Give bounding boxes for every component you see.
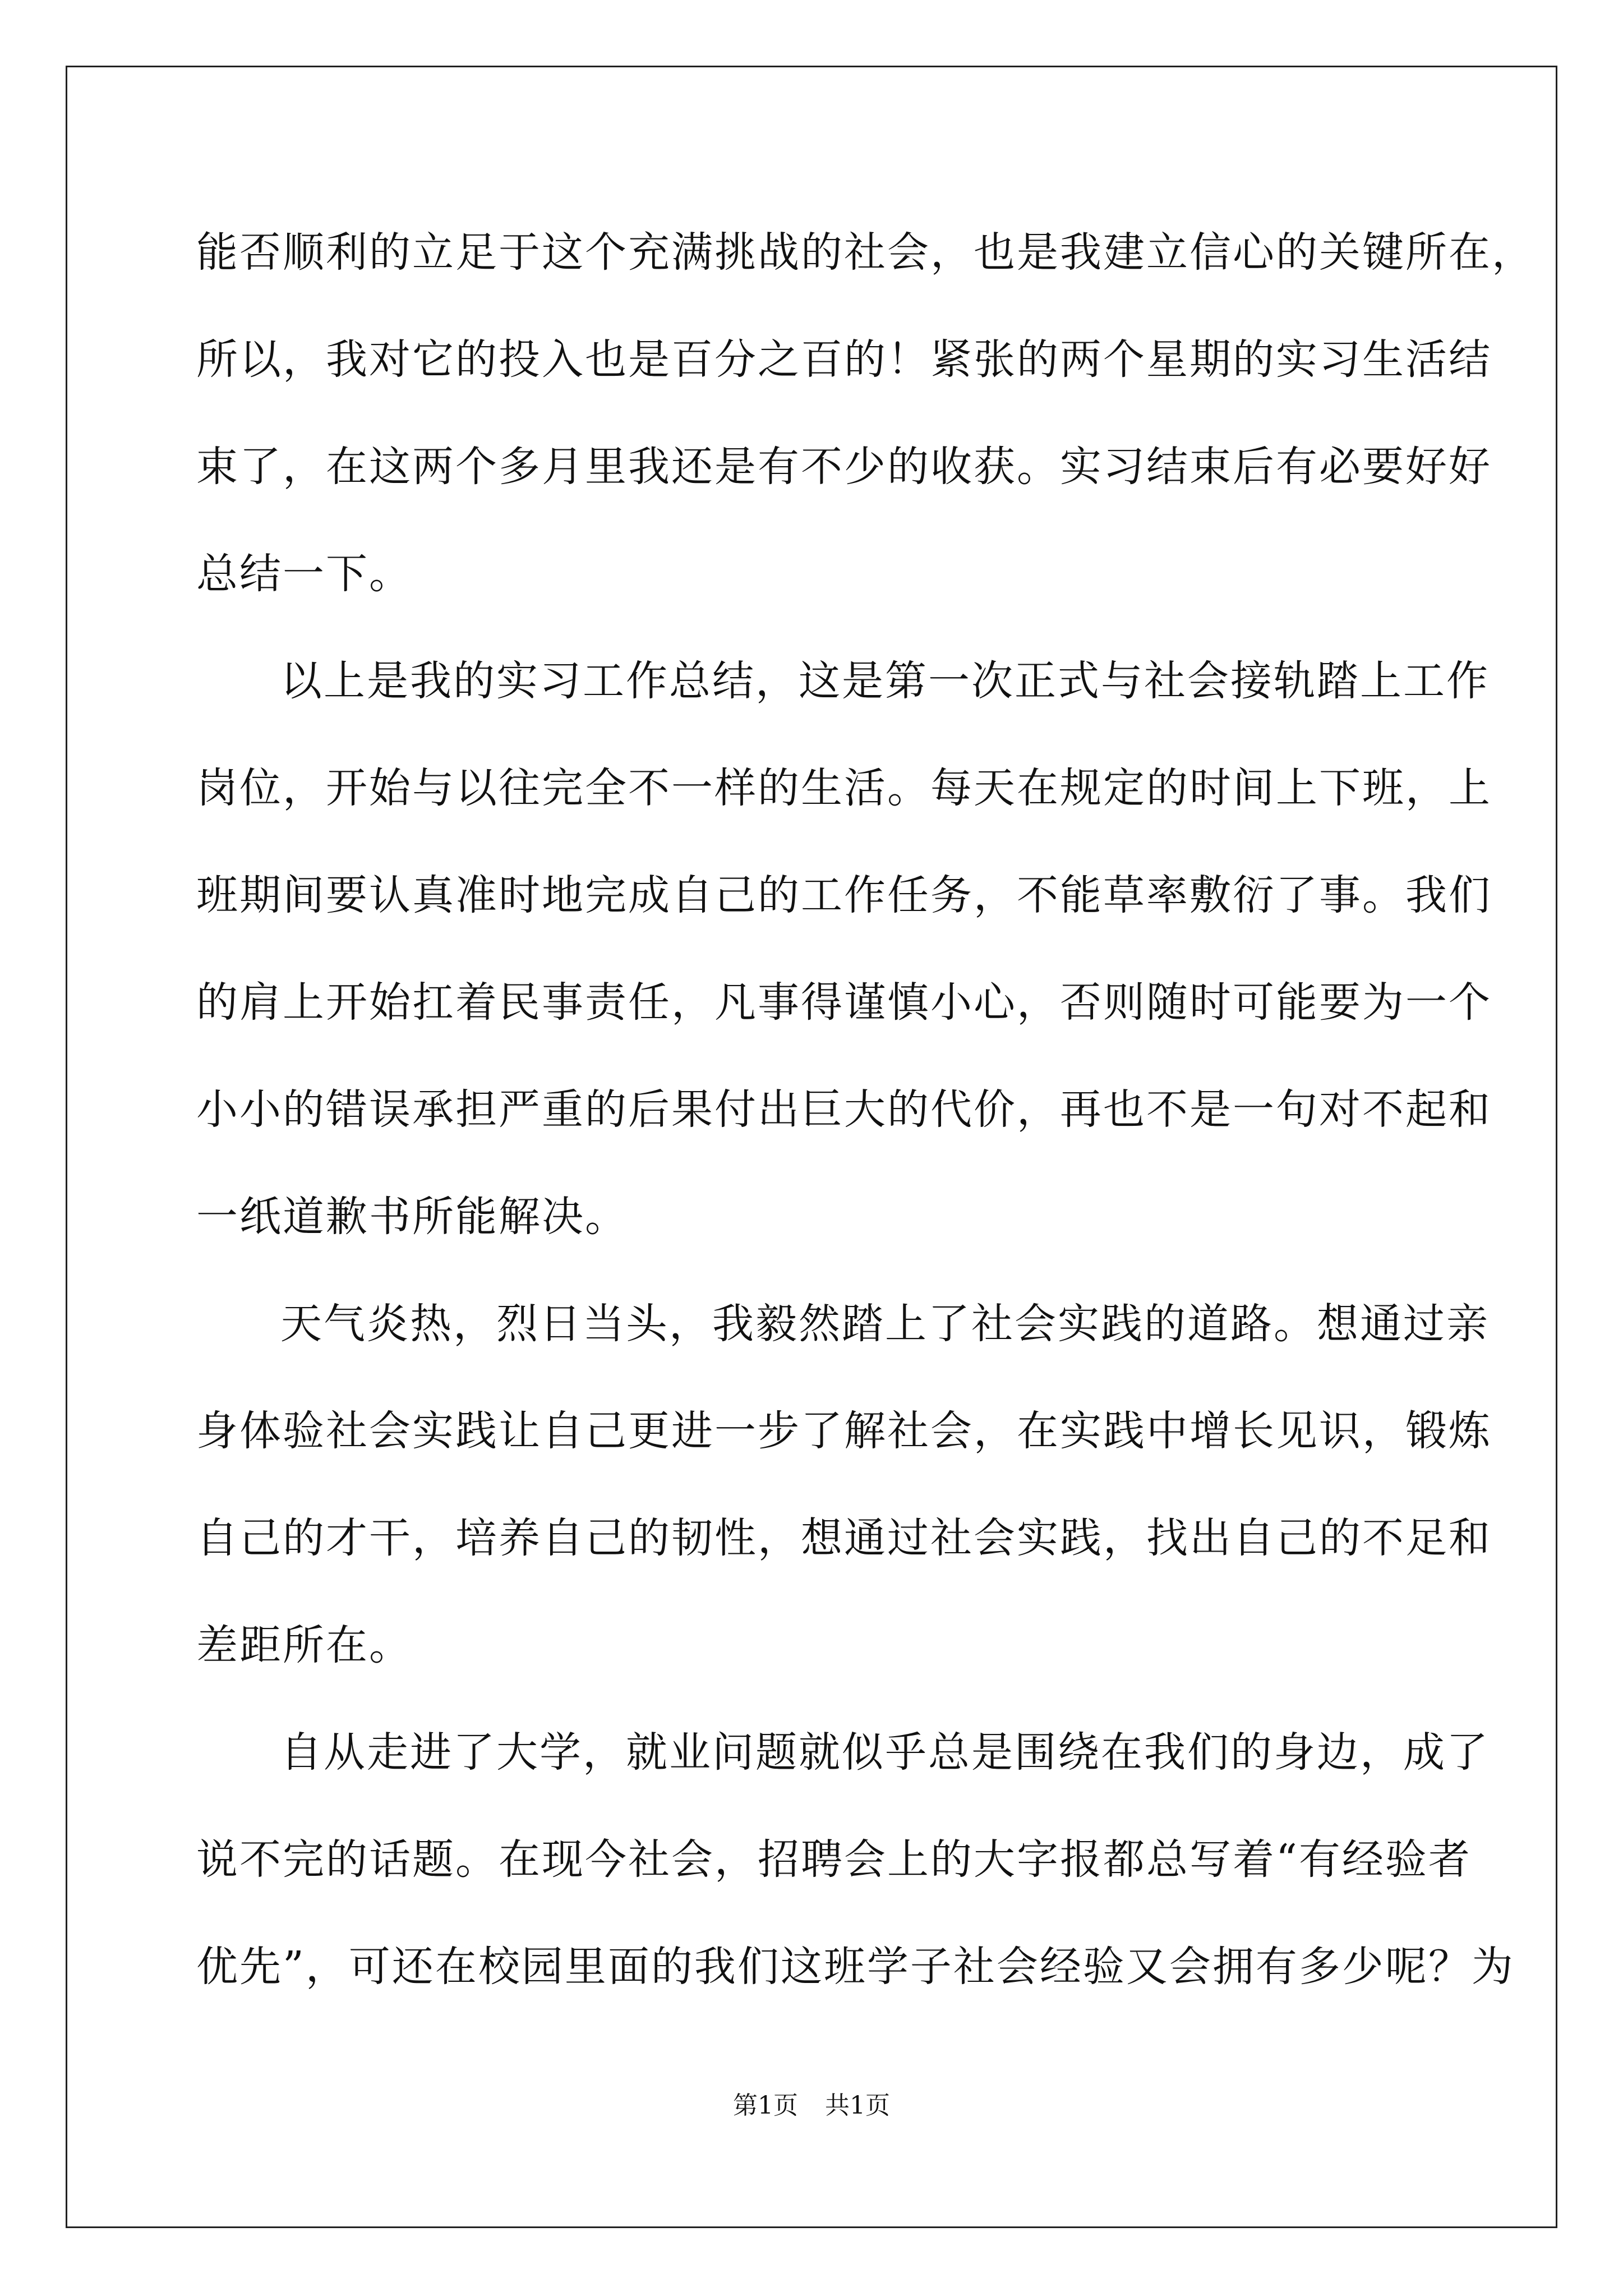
text-line: 自己的才干，培养自己的韧性，想通过社会实践，找出自己的不足和 (196, 1514, 1492, 1562)
text-line: 以上是我的实习工作总结，这是第一次正式与社会接轨踏上工作 (280, 657, 1490, 705)
text-line: 差距所在。 (196, 1621, 412, 1669)
text-line: 的肩上开始扛着民事责任，凡事得谨慎小心，否则随时可能要为一个 (196, 978, 1492, 1027)
paragraph-2 (196, 628, 1492, 1271)
paragraph-4 (196, 1699, 1515, 2021)
text-line: 小小的错误承担严重的后果付出巨大的代价，再也不是一句对不起和 (196, 1085, 1492, 1134)
text-line: 身体验社会实践让自己更进一步了解社会，在实践中增长见识，锻炼 (196, 1407, 1492, 1455)
text-line: 束了，在这两个多月里我还是有不少的收获。实习结束后有必要好好 (196, 443, 1492, 491)
page-total: 共1页 (825, 2091, 890, 2120)
text-line: 岗位，开始与以往完全不一样的生活。每天在规定的时间上下班，上 (196, 764, 1492, 812)
paragraph-3 (196, 1271, 1492, 1699)
text-line: 所以，我对它的投入也是百分之百的！紧张的两个星期的实习生活结 (196, 335, 1492, 384)
text-line: 班期间要认真准时地完成自己的工作任务，不能草率敷衍了事。我们 (196, 871, 1492, 919)
text-line: 说不完的话题。在现今社会，招聘会上的大字报都总写着“有经验者 (196, 1835, 1472, 1884)
paragraph-1 (196, 199, 1535, 628)
document-body (196, 199, 1535, 2021)
text-line: 能否顺利的立足于这个充满挑战的社会，也是我建立信心的关键所在， (196, 228, 1535, 277)
text-line: 总结一下。 (196, 550, 412, 598)
text-line: 优先”，可还在校园里面的我们这班学子社会经验又会拥有多少呢？为 (196, 1943, 1515, 1991)
page-number: 第1页 (733, 2091, 798, 2120)
text-line: 自从走进了大学，就业问题就似乎总是围绕在我们的身边，成了 (280, 1728, 1490, 1777)
text-line: 一纸道歉书所能解决。 (196, 1193, 628, 1241)
text-line: 天气炎热，烈日当头，我毅然踏上了社会实践的道路。想通过亲 (280, 1300, 1490, 1348)
page-footer (0, 2089, 1623, 2123)
